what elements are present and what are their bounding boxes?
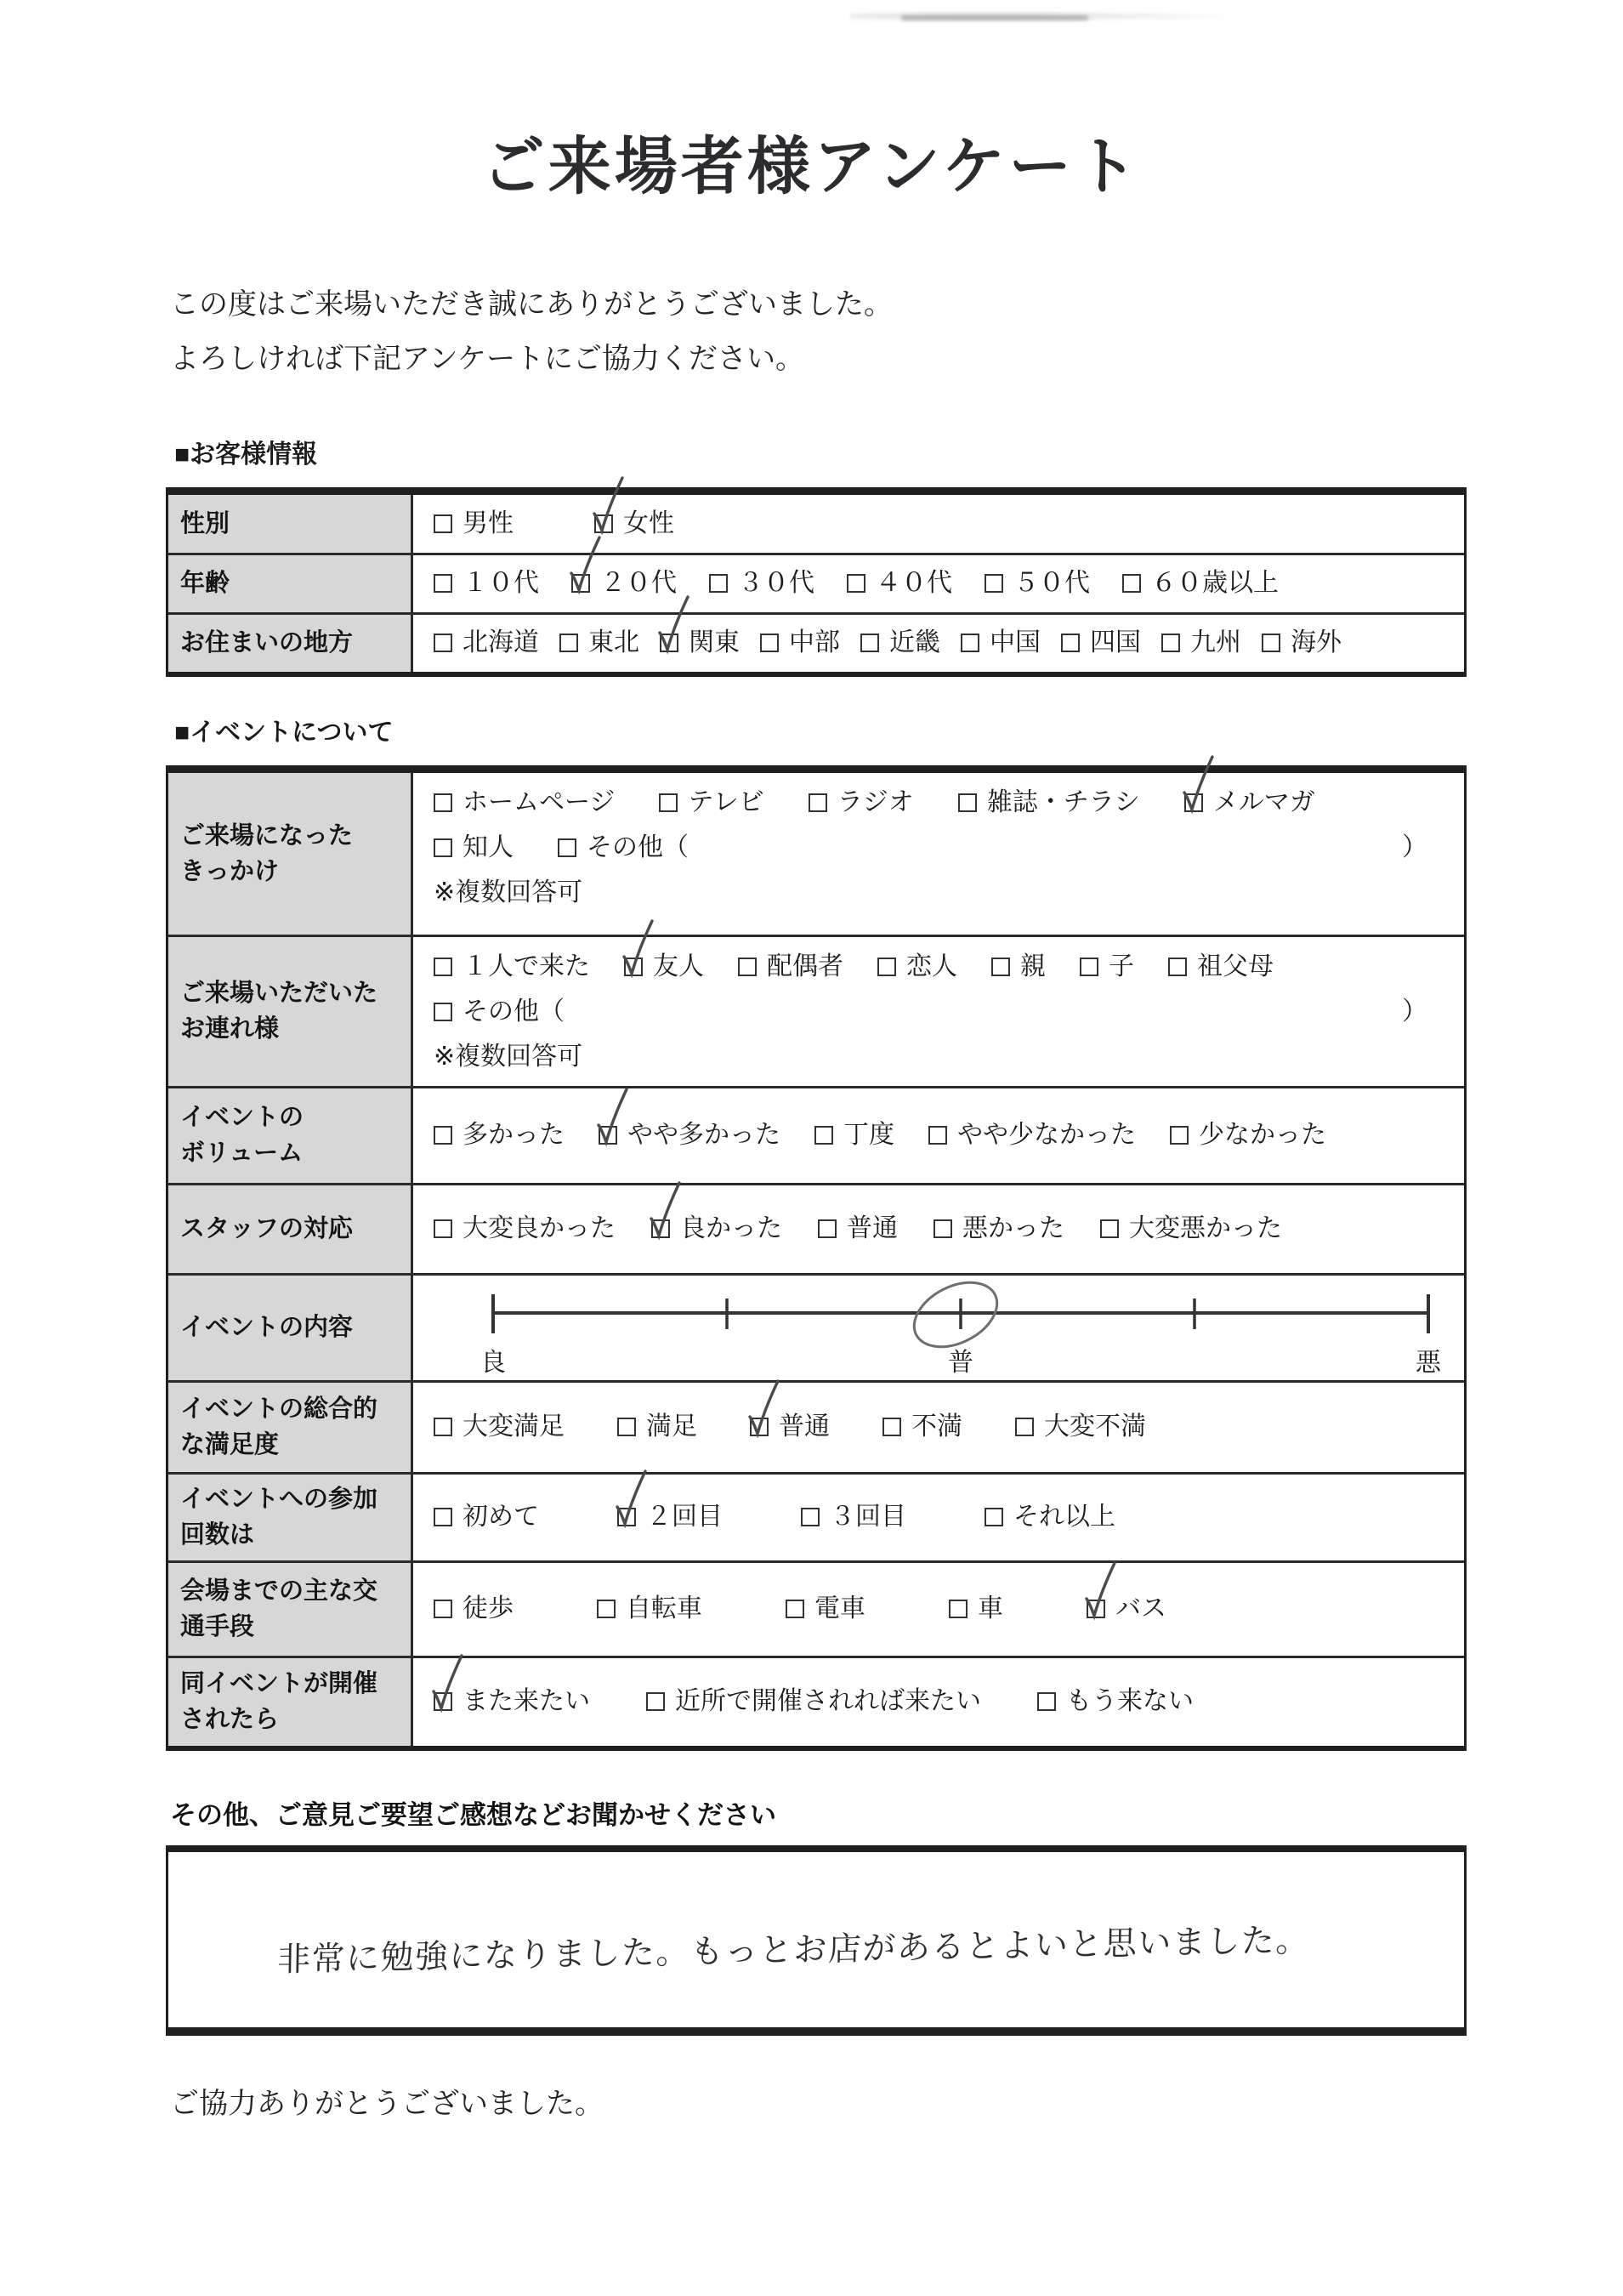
row-label: 同イベントが開催 されたら <box>168 1658 413 1746</box>
option-label: 不満 <box>911 1412 962 1441</box>
row-label: 性別 <box>168 495 413 553</box>
checkbox[interactable] <box>559 634 578 652</box>
row-content <box>413 1088 1464 1183</box>
option <box>1168 951 1274 983</box>
table-row <box>168 935 1464 1086</box>
checkbox[interactable] <box>617 1508 636 1526</box>
row-content <box>413 1658 1464 1746</box>
handwritten-check-icon <box>1178 753 1217 820</box>
option-label: その他（ <box>462 997 565 1026</box>
option <box>928 1119 1136 1151</box>
table-row <box>168 1086 1464 1183</box>
checkbox[interactable] <box>801 1508 820 1526</box>
option <box>434 1501 539 1533</box>
checkbox[interactable] <box>434 1418 452 1436</box>
option <box>434 787 615 819</box>
option <box>1061 627 1141 659</box>
option-label: 中部 <box>789 628 840 657</box>
checkbox[interactable] <box>949 1600 968 1618</box>
option <box>961 627 1041 659</box>
page-title: ご来場者様アンケート <box>481 131 1142 202</box>
option <box>1184 787 1315 819</box>
checkbox[interactable] <box>651 1219 670 1238</box>
option <box>760 627 840 659</box>
option-label: ５０代 <box>1013 569 1090 598</box>
checkbox[interactable] <box>434 793 452 812</box>
option-label: 親 <box>1020 952 1046 980</box>
option <box>660 627 740 659</box>
event-info-table <box>166 765 1467 1751</box>
option-label: ４０代 <box>876 569 952 598</box>
checkbox[interactable] <box>599 1126 617 1145</box>
option-label: 大変良かった <box>462 1214 616 1243</box>
option-label: ラジオ <box>837 787 914 816</box>
option-label: やや多かった <box>627 1121 780 1150</box>
option <box>847 567 952 600</box>
paren-close: ） <box>1402 833 1427 861</box>
option <box>985 1501 1115 1533</box>
option-label: 海外 <box>1291 628 1342 657</box>
checkbox[interactable] <box>1015 1418 1034 1436</box>
option <box>934 1213 1064 1245</box>
handwritten-check-icon <box>1081 1560 1120 1626</box>
option-label: 男性 <box>462 509 514 537</box>
checkbox[interactable] <box>646 1692 665 1711</box>
table-row <box>168 1183 1464 1273</box>
row-content <box>413 937 1464 1086</box>
option <box>434 627 539 659</box>
option <box>434 567 539 600</box>
checkbox[interactable] <box>434 1692 452 1711</box>
option-label: 近所で開催されれば来たい <box>675 1687 981 1716</box>
row-label: スタッフの対応 <box>168 1185 413 1273</box>
option-label: 中国 <box>990 628 1041 657</box>
option <box>877 951 957 983</box>
checkbox[interactable] <box>434 1600 452 1618</box>
checkbox[interactable] <box>738 958 757 976</box>
option-label: 自転車 <box>626 1594 702 1623</box>
checkbox[interactable] <box>434 1126 452 1145</box>
row-label: 年齢 <box>168 555 413 612</box>
table-row <box>168 495 1464 553</box>
option <box>1262 627 1342 659</box>
option <box>558 832 689 864</box>
option <box>1161 627 1241 659</box>
row-content <box>413 555 1464 612</box>
option <box>1087 1593 1166 1625</box>
checkbox[interactable] <box>809 793 827 812</box>
option-label: 大変不満 <box>1044 1412 1146 1441</box>
footer-text: ご協力ありがとうございました。 <box>170 2087 604 2120</box>
option <box>991 951 1046 983</box>
checkbox[interactable] <box>434 1219 452 1238</box>
option-label: 徒歩 <box>462 1594 514 1623</box>
paren-close: ） <box>1402 997 1427 1026</box>
checkbox[interactable] <box>1080 958 1098 976</box>
scale-label: 悪 <box>1416 1349 1441 1378</box>
option-label: 子 <box>1109 952 1134 980</box>
checkbox[interactable] <box>709 574 728 593</box>
row-content <box>413 1185 1464 1273</box>
option-line <box>434 567 1457 600</box>
intro-line-2: よろしければ下記アンケートにご協力ください。 <box>170 342 804 375</box>
option <box>434 1593 514 1625</box>
checkbox[interactable] <box>1170 1126 1189 1145</box>
customer-info-table <box>166 487 1467 677</box>
option-label: 多かった <box>462 1121 565 1150</box>
option-label: 知人 <box>462 833 514 861</box>
row-content <box>413 1383 1464 1472</box>
option <box>1100 1213 1282 1245</box>
checkbox[interactable] <box>434 838 452 857</box>
checkbox[interactable] <box>860 634 879 652</box>
row-content <box>413 1276 1469 1380</box>
checkbox[interactable] <box>434 514 452 533</box>
option-line <box>434 508 1457 540</box>
option-label: ３回目 <box>830 1503 906 1532</box>
option-label: やや少なかった <box>957 1121 1136 1150</box>
option <box>1122 567 1279 600</box>
option-label: 大変満足 <box>462 1412 565 1441</box>
table-row <box>168 1380 1464 1472</box>
row-content <box>413 495 1464 553</box>
option-label: 恋人 <box>906 952 957 980</box>
option-label: 良かった <box>680 1214 782 1243</box>
option <box>651 1213 782 1245</box>
option <box>801 1501 906 1533</box>
option-line <box>434 1685 1457 1718</box>
option-label: 四国 <box>1090 628 1141 657</box>
option-label: メルマガ <box>1212 787 1315 816</box>
option <box>949 1593 1003 1625</box>
option-line <box>434 1501 1457 1533</box>
checkbox[interactable] <box>659 793 678 812</box>
checkbox[interactable] <box>991 958 1010 976</box>
checkbox[interactable] <box>1087 1600 1105 1618</box>
option <box>1170 1119 1326 1151</box>
handwritten-check-icon <box>588 475 627 541</box>
option-label: もう来ない <box>1066 1687 1194 1716</box>
checkbox[interactable] <box>877 958 896 976</box>
option-line <box>434 787 1457 819</box>
rating-scale <box>434 1277 1462 1378</box>
option <box>818 1213 898 1245</box>
checkbox[interactable] <box>434 1508 452 1526</box>
option-label: １人で来た <box>462 952 590 980</box>
section-header-event: ■イベントについて <box>174 718 394 747</box>
handwritten-comment: 非常に勉強になりました。もっとお店があるとよいと思いました。 <box>276 1922 1311 1979</box>
option-line <box>434 1593 1457 1625</box>
option-line <box>434 1119 1457 1151</box>
handwritten-check-icon <box>645 1179 684 1246</box>
row-label: ご来場いただいた お連れ様 <box>168 937 413 1086</box>
scan-smudge-artifact <box>850 3 1258 29</box>
checkbox[interactable] <box>660 634 678 652</box>
checkbox[interactable] <box>1184 793 1203 812</box>
row-label: お住まいの地方 <box>168 615 413 672</box>
multi-answer-note: ※複数回答可 <box>434 878 583 906</box>
option-line <box>434 951 1457 983</box>
checkbox[interactable] <box>1161 634 1180 652</box>
option-label: また来たい <box>462 1687 590 1716</box>
table-row <box>168 773 1464 935</box>
checkbox[interactable] <box>558 838 576 857</box>
option-label: 九州 <box>1190 628 1241 657</box>
option-label: 雑誌・チラシ <box>986 787 1140 816</box>
checkbox[interactable] <box>847 574 865 593</box>
option-label: 丁度 <box>843 1121 894 1150</box>
checkbox[interactable] <box>882 1418 901 1436</box>
option <box>659 787 763 819</box>
checkbox[interactable] <box>985 1508 1003 1526</box>
option <box>860 627 940 659</box>
checkbox[interactable] <box>934 1219 952 1238</box>
checkbox[interactable] <box>750 1418 769 1436</box>
checkbox[interactable] <box>434 1003 452 1021</box>
row-label: 会場までの主な交 通手段 <box>168 1563 413 1656</box>
option-line <box>434 627 1457 659</box>
checkbox[interactable] <box>818 1219 837 1238</box>
option <box>594 508 674 540</box>
option <box>1080 951 1134 983</box>
option <box>434 1685 590 1718</box>
option <box>597 1593 702 1625</box>
option-label: 配偶者 <box>767 952 843 980</box>
checkbox[interactable] <box>624 958 643 976</box>
row-label: イベントの ボリューム <box>168 1088 413 1183</box>
option-line <box>434 1411 1457 1443</box>
option <box>571 567 677 600</box>
option <box>1015 1411 1146 1443</box>
option-label: 近畿 <box>889 628 940 657</box>
checkbox[interactable] <box>1122 574 1141 593</box>
checkbox[interactable] <box>597 1600 616 1618</box>
option-label: その他（ <box>587 833 689 861</box>
row-content <box>413 1475 1464 1560</box>
option-line <box>434 832 1457 864</box>
option-label: ６０歳以上 <box>1151 569 1279 598</box>
checkbox[interactable] <box>434 574 452 593</box>
checkbox[interactable] <box>928 1126 947 1145</box>
intro-line-1: この度はご来場いただき誠にありがとうございました。 <box>170 287 893 321</box>
option <box>1037 1685 1194 1718</box>
option <box>624 951 704 983</box>
option <box>814 1119 894 1151</box>
option-label: ３０代 <box>738 569 814 598</box>
row-content <box>413 773 1464 935</box>
row-content <box>413 1563 1464 1656</box>
option <box>599 1119 780 1151</box>
table-row <box>168 553 1464 612</box>
option-label: 女性 <box>623 509 674 537</box>
row-label: イベントの総合的 な満足度 <box>168 1383 413 1472</box>
option-label: 普通 <box>847 1214 898 1243</box>
scale-label: 普 <box>948 1349 973 1378</box>
option <box>434 951 590 983</box>
checkbox[interactable] <box>814 1126 833 1145</box>
option <box>709 567 814 600</box>
handwritten-check-icon <box>428 1652 467 1719</box>
option-label: 友人 <box>653 952 704 980</box>
comment-section-label: その他、ご意見ご要望ご感想などお聞かせください <box>170 1799 776 1830</box>
section-header-customer: ■お客様情報 <box>174 440 318 469</box>
option-label: ホームページ <box>462 787 616 816</box>
option-label: ２回目 <box>646 1503 723 1532</box>
option <box>434 1213 616 1245</box>
row-label: イベントへの参加 回数は <box>168 1475 413 1560</box>
option-label: 電車 <box>814 1594 865 1623</box>
checkbox[interactable] <box>571 574 590 593</box>
option <box>882 1411 962 1443</box>
option-label: 車 <box>978 1594 1003 1623</box>
checkbox[interactable] <box>985 574 1003 593</box>
option-label: 祖父母 <box>1197 952 1274 980</box>
table-row <box>168 1472 1464 1560</box>
option-label: テレビ <box>688 787 764 816</box>
option <box>434 508 514 540</box>
option <box>646 1685 981 1718</box>
option <box>786 1593 865 1625</box>
option <box>617 1411 697 1443</box>
checkbox[interactable] <box>434 634 452 652</box>
option <box>958 787 1140 819</box>
table-row <box>168 1273 1464 1380</box>
scale-label: 良 <box>480 1349 506 1378</box>
handwritten-check-icon <box>593 1086 632 1152</box>
option-line <box>434 996 1457 1028</box>
option-label: １０代 <box>462 569 539 598</box>
option-line <box>434 1213 1457 1245</box>
option <box>434 996 565 1028</box>
option <box>985 567 1090 600</box>
checkbox[interactable] <box>434 958 452 976</box>
checkbox[interactable] <box>958 793 977 812</box>
comment-box[interactable] <box>166 1845 1467 2036</box>
option <box>738 951 843 983</box>
option-label: 初めて <box>462 1503 539 1532</box>
checkbox[interactable] <box>617 1418 636 1436</box>
option <box>434 1411 565 1443</box>
option-label: 少なかった <box>1199 1121 1326 1150</box>
checkbox[interactable] <box>594 514 613 533</box>
option-label: ２０代 <box>600 569 677 598</box>
option-label: 悪かった <box>962 1214 1064 1243</box>
row-content <box>413 615 1464 672</box>
option-label: それ以上 <box>1013 1503 1115 1532</box>
checkbox[interactable] <box>1061 634 1080 652</box>
option <box>750 1411 830 1443</box>
option <box>617 1501 723 1533</box>
handwritten-check-icon <box>744 1378 783 1444</box>
checkbox[interactable] <box>786 1600 804 1618</box>
option <box>809 787 914 819</box>
row-label: イベントの内容 <box>168 1276 413 1380</box>
multi-answer-note: ※複数回答可 <box>434 1042 583 1071</box>
checkbox[interactable] <box>1100 1219 1119 1238</box>
option <box>434 1119 565 1151</box>
handwritten-check-icon <box>611 1468 650 1534</box>
option-label: 満足 <box>646 1412 697 1441</box>
table-row <box>168 1656 1464 1746</box>
option <box>434 832 514 864</box>
option-label: 東北 <box>588 628 639 657</box>
option-label: 大変悪かった <box>1129 1214 1282 1243</box>
option-label: 普通 <box>779 1412 830 1441</box>
checkbox[interactable] <box>961 634 979 652</box>
option-label: 関東 <box>689 628 740 657</box>
option <box>559 627 639 659</box>
row-label: ご来場になった きっかけ <box>168 773 413 935</box>
table-row <box>168 612 1464 672</box>
checkbox[interactable] <box>1037 1692 1056 1711</box>
table-row <box>168 1560 1464 1656</box>
checkbox[interactable] <box>760 634 779 652</box>
checkbox[interactable] <box>1168 958 1187 976</box>
checkbox[interactable] <box>1262 634 1280 652</box>
option-label: バス <box>1115 1594 1166 1623</box>
option-label: 北海道 <box>462 628 539 657</box>
